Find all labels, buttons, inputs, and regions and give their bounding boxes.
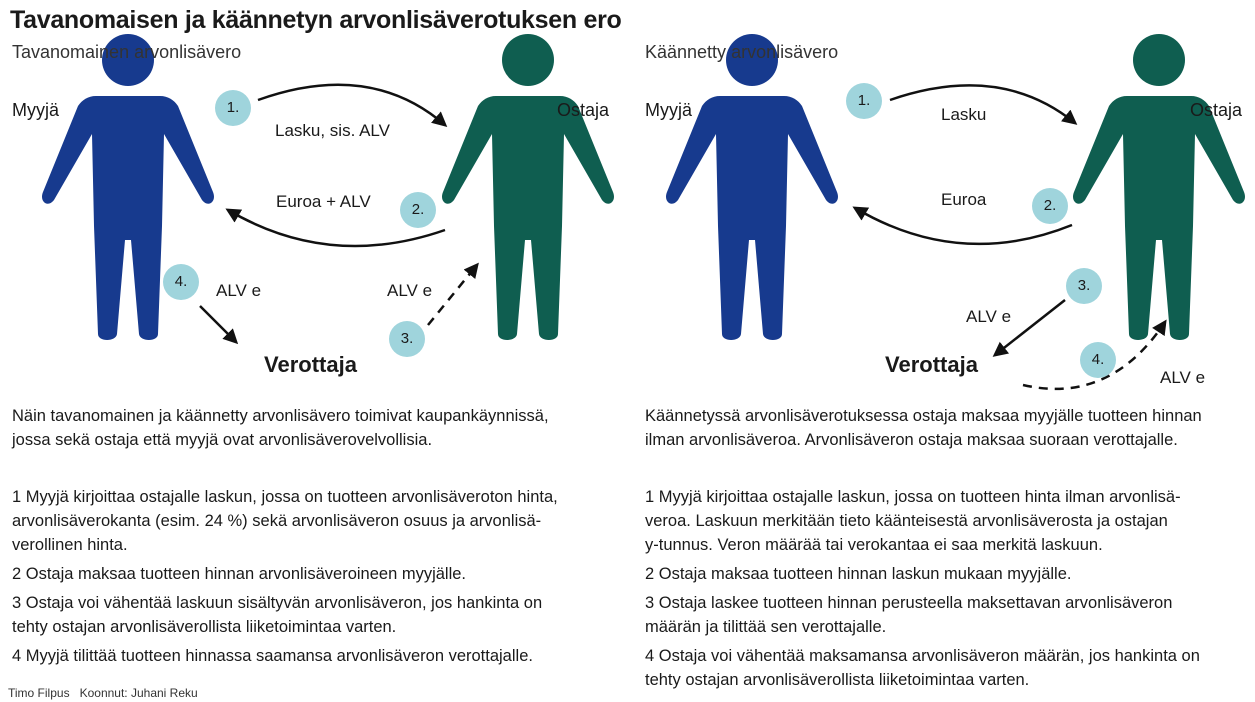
- right-step-1: [645, 485, 1245, 557]
- right-intro-line: Käännetyssä arvonlisäverotuksessa ostaja maksaa myyjälle tuotteen hinnan: [645, 407, 1202, 425]
- left-arrow-invoice-icon: [258, 85, 445, 125]
- left-step-badge: 1.: [215, 90, 251, 126]
- right-step-line: määrän ja tilittää sen verottajalle.: [645, 618, 887, 636]
- right-step-line: tehty ostajan arvonlisäverollista liiketoimintaa varten.: [645, 671, 1030, 689]
- left-flow-payment-label: Euroa + ALV: [276, 192, 371, 211]
- buyer-person-icon: [442, 34, 614, 340]
- left-steps: [12, 485, 612, 668]
- left-step-line: tehty ostajan arvonlisäverollista liiketoimintaa varten.: [12, 618, 397, 636]
- left-step-badge: 4.: [163, 264, 199, 300]
- right-buyer-label: Ostaja: [1190, 100, 1243, 120]
- right-step-line: y-tunnus. Veron määrää tai verokantaa ei saa merkitä laskuun.: [645, 536, 1103, 554]
- right-steps: [645, 485, 1245, 692]
- right-flow-vat-pay-label: ALV e: [966, 307, 1012, 326]
- left-step-line: 3 Ostaja voi vähentää laskuun sisältyvän arvonlisäveron, jos hankinta on: [12, 594, 543, 612]
- right-step-2: [645, 562, 1245, 586]
- left-step-line: 4 Myyjä tilittää tuotteen hinnassa saamansa arvonlisäveron verottajalle.: [12, 647, 533, 665]
- left-step-line: 1 Myyjä kirjoittaa ostajalle laskun, jossa on tuotteen arvonlisäveroton hinta,: [12, 488, 558, 506]
- right-step-badge: 3.: [1066, 268, 1102, 304]
- left-step-badge: 2.: [400, 192, 436, 228]
- right-step-line: 3 Ostaja laskee tuotteen hinnan perusteella maksettavan arvonlisäveron: [645, 594, 1173, 612]
- left-step-4: [12, 644, 612, 668]
- left-flow-invoice-label: Lasku, sis. ALV: [275, 121, 390, 140]
- left-step-3: [12, 591, 612, 639]
- left-intro-line: jossa sekä ostaja että myyjä ovat arvonlisäverovelvollisia.: [12, 431, 433, 449]
- left-intro: [12, 404, 612, 452]
- credit-compiled: Koonnut: Juhani Reku: [79, 686, 198, 700]
- left-flow-vat-pay-label: ALV e: [216, 281, 262, 300]
- left-step-badge: 3.: [389, 321, 425, 357]
- left-step-line: 2 Ostaja maksaa tuotteen hinnan arvonlisäveroineen myyjälle.: [12, 565, 467, 583]
- page-title: Tavanomaisen ja käännetyn arvonlisäverotuksen ero: [10, 6, 622, 34]
- left-buyer-label: Ostaja: [557, 100, 610, 120]
- left-step-2: [12, 562, 612, 586]
- left-step-line: verollinen hinta.: [12, 536, 128, 554]
- left-arrow-vat-pay-icon: [200, 306, 236, 342]
- right-step-line: 1 Myyjä kirjoittaa ostajalle laskun, jossa on tuotteen hinta ilman arvonlisä-: [645, 488, 1181, 506]
- right-tax-office-label: Verottaja: [885, 352, 978, 377]
- right-step-4: [645, 644, 1245, 692]
- left-intro-line: Näin tavanomainen ja käännetty arvonlisävero toimivat kaupankäynnissä,: [12, 407, 549, 425]
- right-flow-payment-label: Euroa: [941, 190, 987, 209]
- right-step-badge: 2.: [1032, 188, 1068, 224]
- credits: [8, 686, 198, 700]
- right-step-line: 4 Ostaja voi vähentää maksamansa arvonlisäveron määrän, jos hankinta on: [645, 647, 1200, 665]
- left-step-line: arvonlisäverokanta (esim. 24 %) sekä arvonlisäveron osuus ja arvonlisä-: [12, 512, 542, 530]
- seller-person-icon: [666, 34, 838, 340]
- right-intro-line: ilman arvonlisäveroa. Arvonlisäveron ostaja maksaa suoraan verottajalle.: [645, 431, 1178, 449]
- right-step-badge: 4.: [1080, 342, 1116, 378]
- right-flow-vat-deduct-label: ALV e: [1160, 368, 1206, 387]
- credit-graphics: Timo Filpus: [8, 686, 70, 700]
- left-tax-office-label: Verottaja: [264, 352, 357, 377]
- right-subtitle: Käännetty arvonlisävero: [645, 42, 839, 62]
- left-seller-label: Myyjä: [12, 100, 60, 120]
- right-step-line: veroa. Laskuun merkitään tieto käänteisestä arvonlisäverosta ja ostajan: [645, 512, 1168, 530]
- left-arrow-vat-deduct-icon: [428, 265, 477, 325]
- right-seller-label: Myyjä: [645, 100, 693, 120]
- right-step-line: 2 Ostaja maksaa tuotteen hinnan laskun mukaan myyjälle.: [645, 565, 1072, 583]
- right-step-badge: 1.: [846, 83, 882, 119]
- left-subtitle: Tavanomainen arvonlisävero: [12, 42, 242, 62]
- right-flow-invoice-label: Lasku: [941, 105, 987, 124]
- left-step-1: [12, 485, 612, 557]
- right-intro: [645, 404, 1245, 452]
- right-step-3: [645, 591, 1245, 639]
- left-flow-vat-deduct-label: ALV e: [387, 281, 433, 300]
